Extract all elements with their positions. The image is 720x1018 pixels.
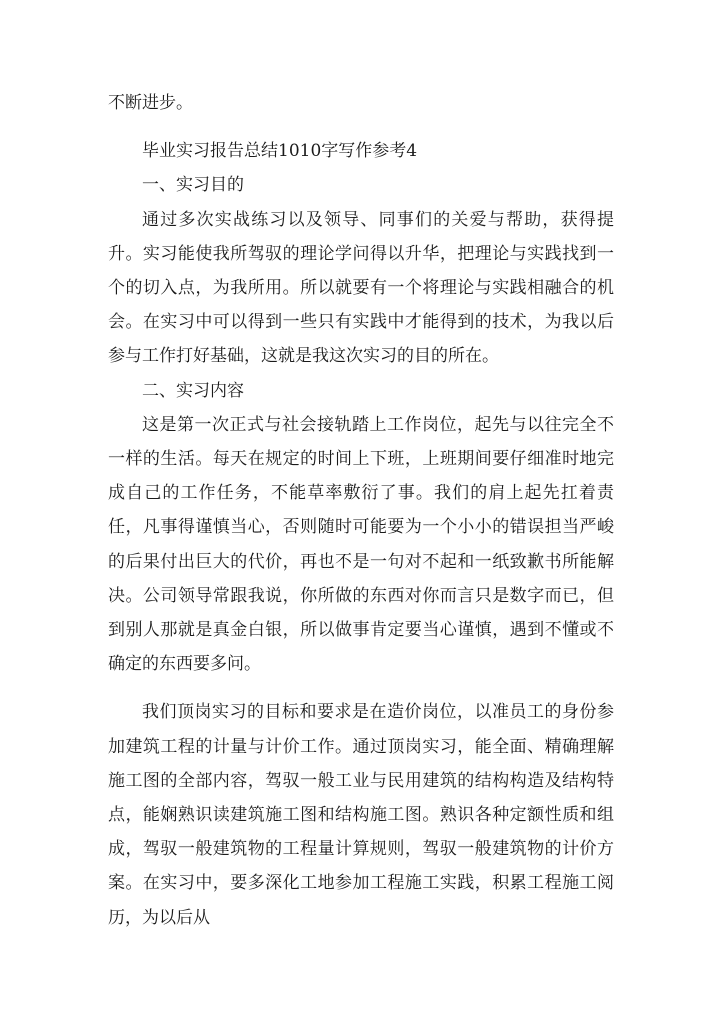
paragraph-content-1: 这是第一次正式与社会接轨踏上工作岗位，起先与以往完全不一样的生活。每天在规定的时间上下班，上班期间要仔细准时地完成自己的工作任务，不能草率敷衍了事。我们的肩上起先扛着责任，凡事得谨慎当心，否则随时可能要为一个小小的错误担当严峻的后果付出巨大的代价，再也不是一句对不起和一纸致歉书所能解决。公司领导常跟我说，你所做的东西对你而言只是数字而已，但到别人那就是真金白银，所以做事肯定要当心谨慎，遇到不懂或不确定的东西要多问。 <box>108 414 614 675</box>
paragraph-content-2: 我们顶岗实习的目标和要求是在造价岗位，以准员工的身份参加建筑工程的计量与计价工作。通过顶岗实习，能全面、精确理解施工图的全部内容，驾驭一般工业与民用建筑的结构构造及结构特点，能娴熟识读建筑施工图和结构施工图。熟识各种定额性质和组成，驾驭一般建筑物的工程量计算规则，驾驭一般建筑物的计价方案。在实习中，要多深化工地参加工程施工实践，积累工程施工阅历，为以后从 <box>108 702 614 928</box>
spacer <box>108 681 614 695</box>
heading-content: 二、实习内容 <box>142 380 244 401</box>
section-title: 毕业实习报告总结1010字写作参考4 <box>142 141 418 162</box>
spacer <box>108 120 614 134</box>
document-body <box>108 86 614 935</box>
continuation-line: 不断进步。 <box>108 93 193 113</box>
heading-purpose: 一、实习目的 <box>142 175 244 196</box>
paragraph-purpose: 通过多次实战练习以及领导、同事们的关爱与帮助，获得提升。实习能使我所驾驭的理论学问得以升华，把理论与实践找到一个的切入点，为我所用。所以就要有一个将理论与实践相融合的机会。在实习中可以得到一些只有实践中才能得到的技术，为我以后参与工作打好基础，这就是我这次实习的目的所在。 <box>108 209 614 367</box>
